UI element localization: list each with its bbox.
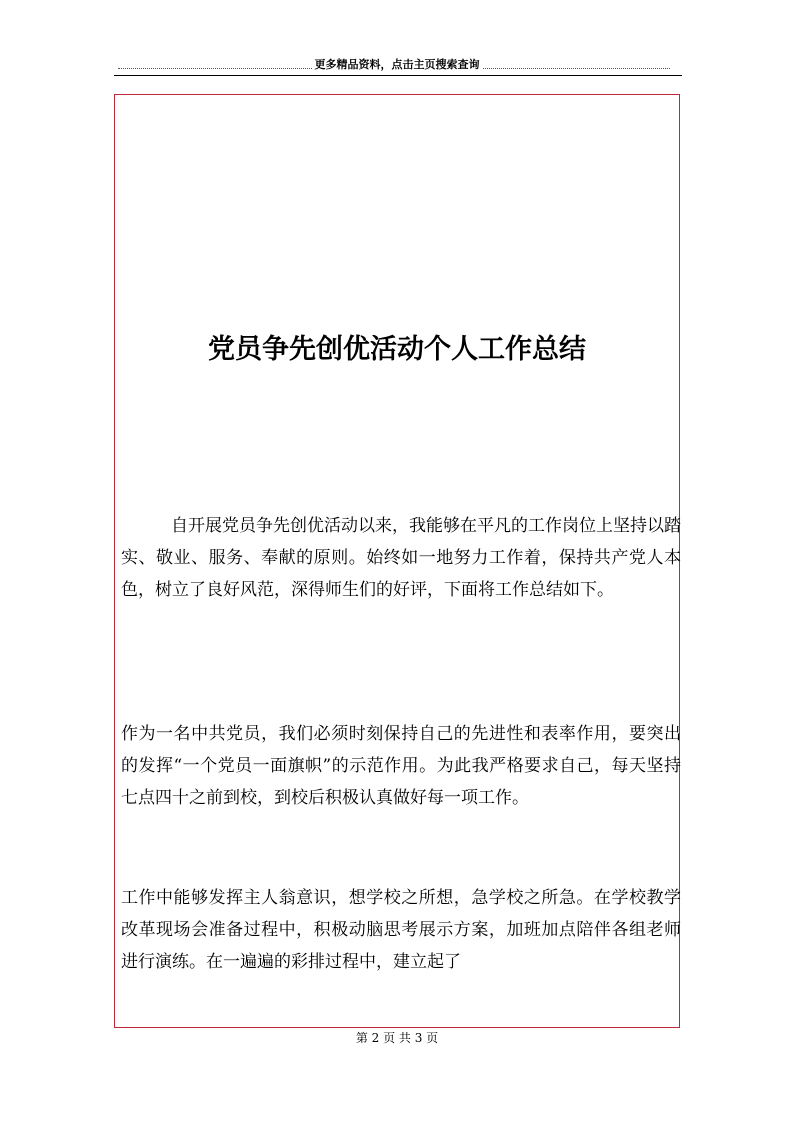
paragraph-work: 工作中能够发挥主人翁意识，想学校之所想，急学校之所急。在学校教学改革现场会准备过程中，积极动脑思考展示方案，加班加点陪伴各组老师进行演练。在一遍遍的彩排过程中，建立起了 bbox=[121, 888, 681, 972]
paragraph-intro: 自开展党员争先创优活动以来，我能够在平凡的工作岗位上坚持以踏实、敬业、服务、奉献的原则。始终如一地努力工作着，保持共产党人本色，树立了良好风范，深得师生们的好评，下面将工作总结如下。 bbox=[121, 516, 681, 600]
header-text: 更多精品资料，点击主页搜索查询 bbox=[314, 58, 480, 71]
document-title: 党员争先创优活动个人工作总结 bbox=[208, 334, 586, 365]
page-header bbox=[0, 58, 794, 72]
paragraph-role: 作为一名中共党员，我们必须时刻保持自己的先进性和表率作用，要突出的发挥“一个党员一面旗帜”的示范作用。为此我严格要求自己，每天坚持七点四十之前到校，到校后积极认真做好每一项工作。 bbox=[121, 724, 681, 808]
header-rule bbox=[114, 75, 682, 76]
page-footer: 第 2 页 共 3 页 bbox=[355, 1031, 439, 1045]
